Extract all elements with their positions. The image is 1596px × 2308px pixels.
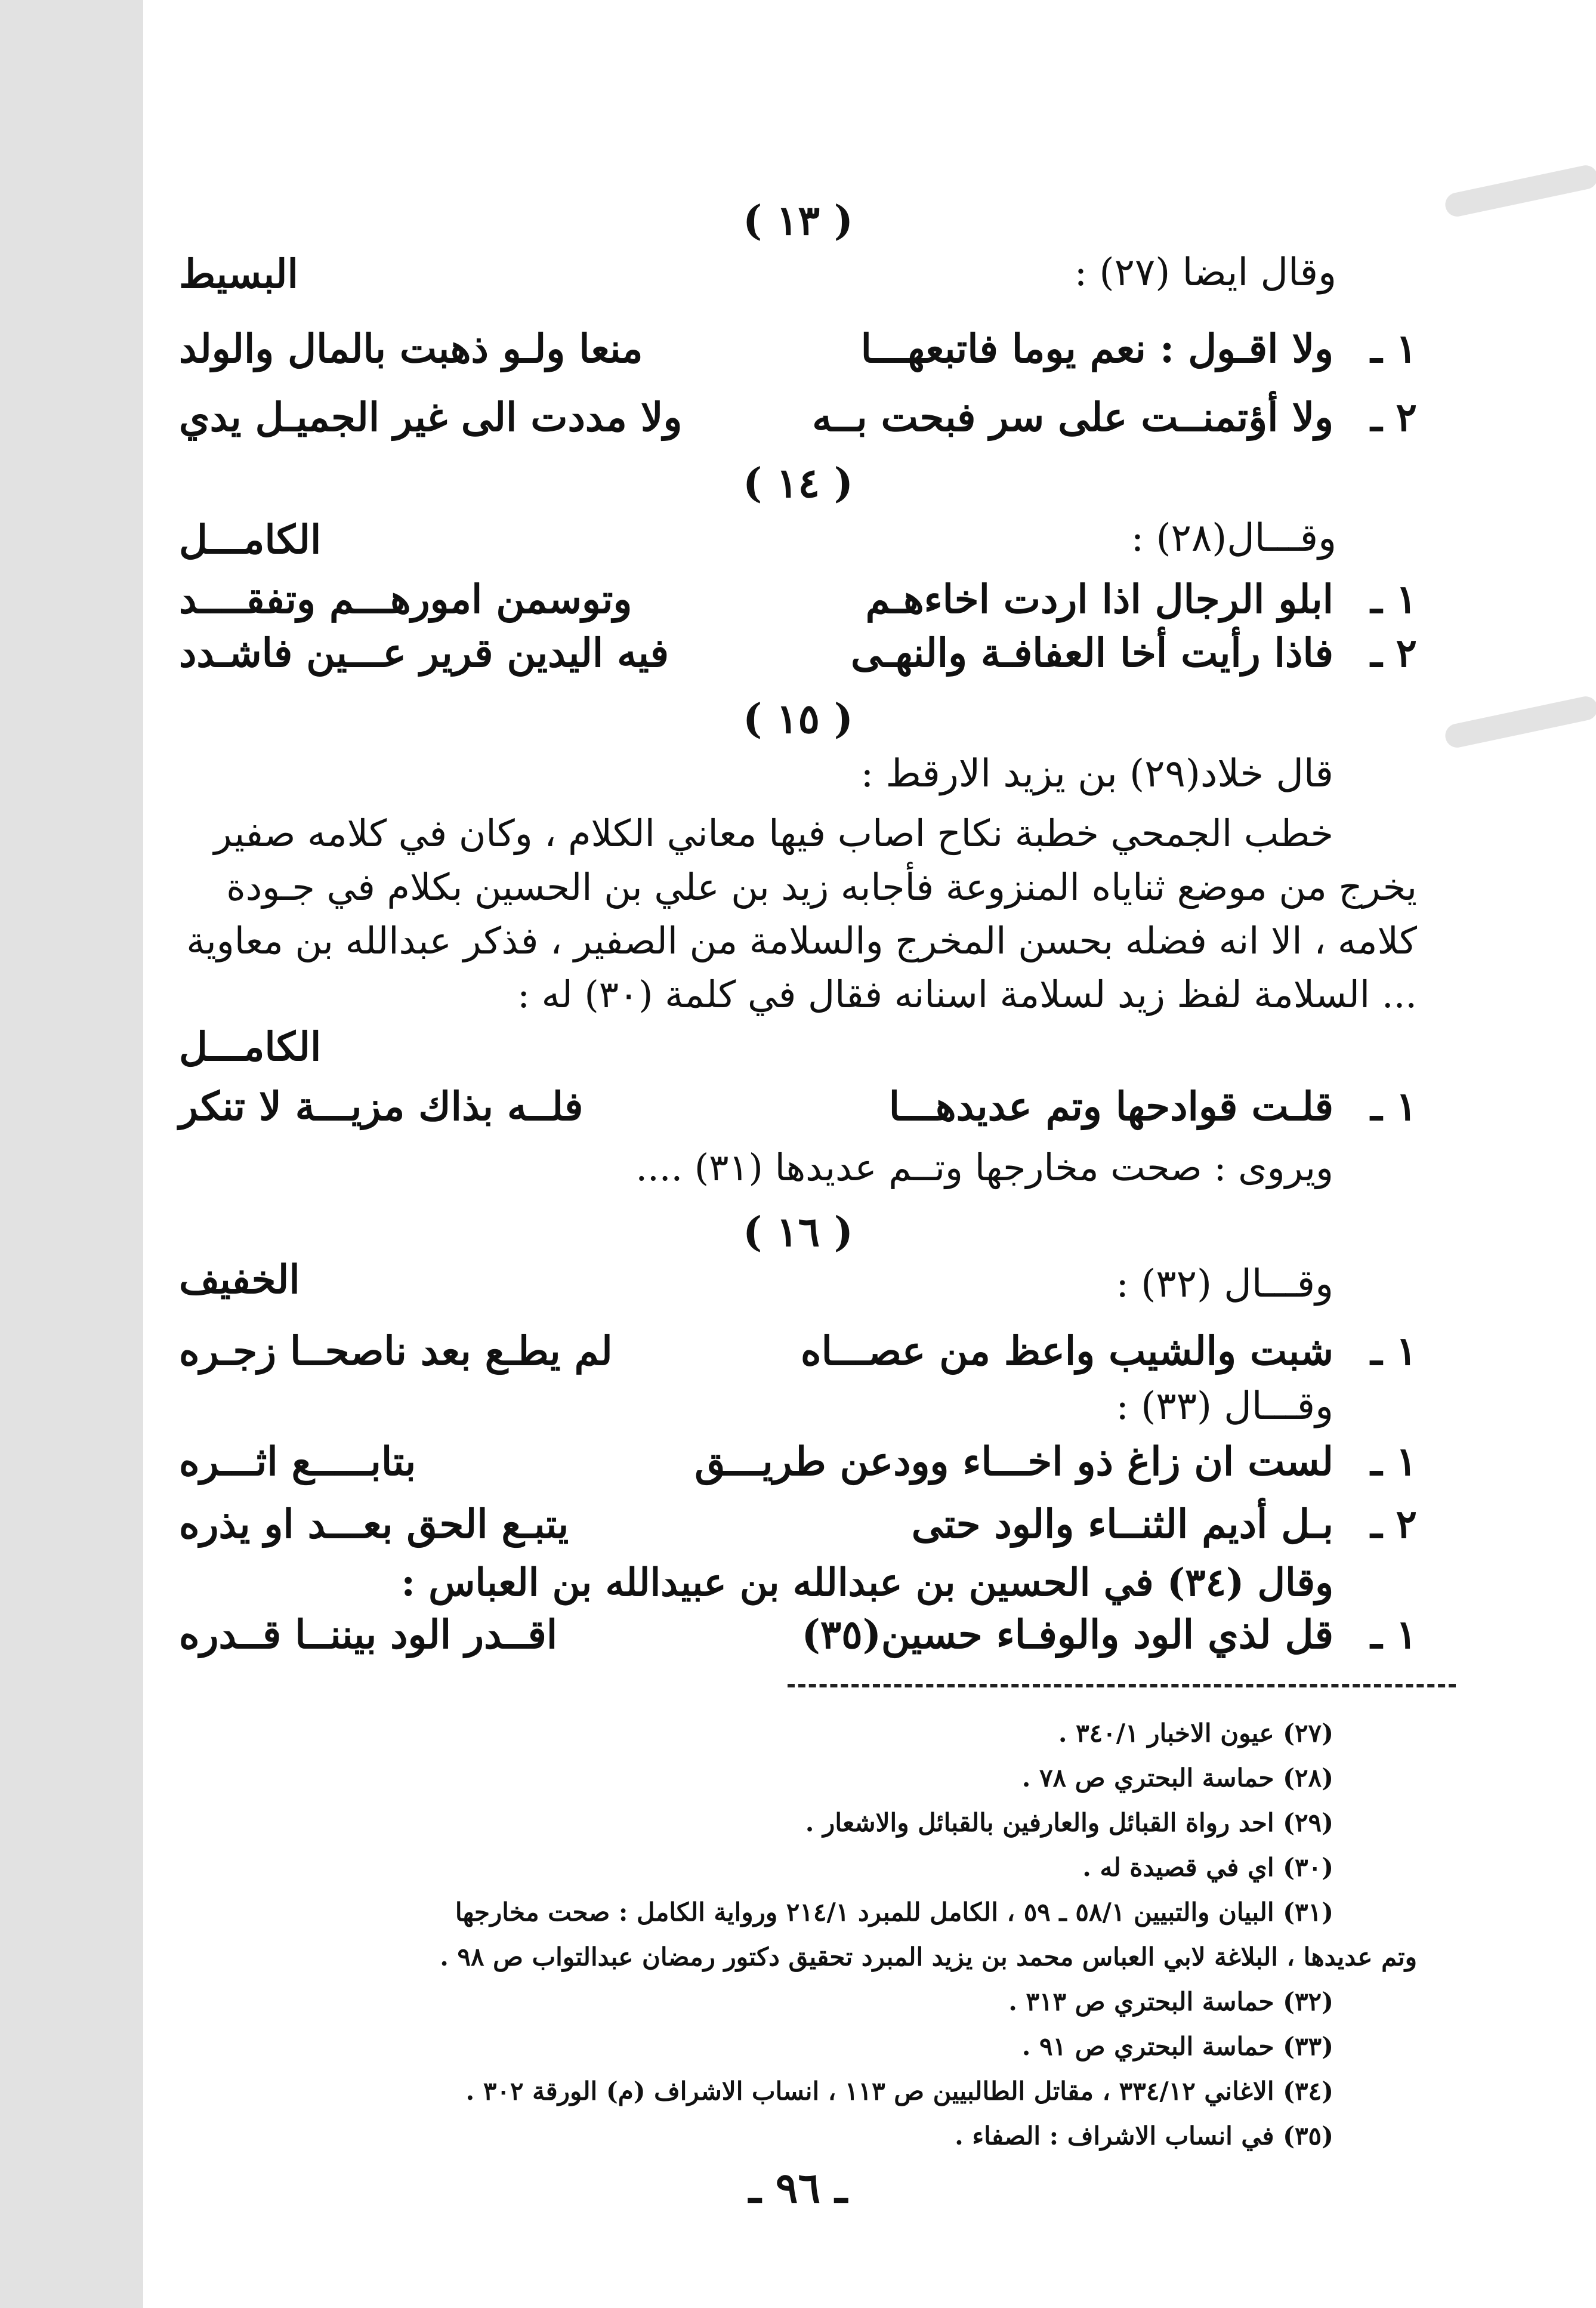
section-intro: وقال ايضا (٢٧) : <box>1074 251 1336 295</box>
verse-hemistich-second: وتوسمن امورهـــم وتفقــــد <box>179 576 632 622</box>
verse-hemistich-first: فاذا رأيت أخا العفافـة والنهـى <box>851 630 1333 676</box>
footnote: (٣١) البيان والتبيين ٥٨/١ ـ ٥٩ ، الكامل للمبرد ٢١٤/١ ورواية الكامل : صحت مخارجها <box>455 1897 1333 1927</box>
section-intro: وقـــال (٣٣) : <box>1116 1384 1333 1428</box>
verse-number: ١ ـ <box>1370 1328 1417 1374</box>
verse-hemistich-second: بتابـــــع اثـــره <box>179 1438 416 1485</box>
footnote: (٣٢) حماسة البحتري ص ٣١٣ . <box>1008 1987 1333 2016</box>
verse-hemistich-first: بـل أديم الثنــاء والود حتى <box>911 1501 1333 1547</box>
section-heading-14: ( ١٤ ) <box>743 459 853 507</box>
footnote: (٣٠) اي في قصيدة له . <box>1082 1853 1333 1882</box>
section-intro: وقال (٣٤) في الحسين بن عبدالله بن عبيدالله بن العباس : <box>401 1560 1333 1605</box>
section-heading-15: ( ١٥ ) <box>743 695 853 743</box>
verse-number: ٢ ـ <box>1370 1501 1417 1547</box>
prose-line: يخرج من موضع ثناياه المنزوعة فأجابه زيد بن علي بن الحسين بكلام في جـودة <box>226 865 1417 909</box>
verse-hemistich-first: قل لذي الود والوفـاء حسين(٣٥) <box>801 1611 1333 1658</box>
section-intro: وقـــال (٣٢) : <box>1116 1262 1333 1306</box>
footnote: (٣٤) الاغاني ٣٣٤/١٢ ، مقاتل الطالبيين ص ١١٣ ، انساب الاشراف (م) الورقة ٣٠٢ . <box>465 2076 1333 2106</box>
prose-line: خطب الجمحي خطبة نكاح اصاب فيها معاني الكلام ، وكان في كلامه صفير <box>214 811 1333 855</box>
verse-number: ٢ ـ <box>1370 394 1417 440</box>
verse-hemistich-second: فيه اليدين قرير عـــين فاشـدد <box>179 630 669 676</box>
variant-reading: ويروى : صحت مخارجها وتــم عديدها (٣١) .... <box>635 1146 1333 1189</box>
meter-name: البسيط <box>179 251 298 297</box>
verse-number: ١ ـ <box>1370 325 1417 372</box>
footnote: (٢٩) احد رواة القبائل والعارفين بالقبائل والاشعار . <box>805 1808 1333 1837</box>
page-number: ـ ٩٦ ـ <box>749 2163 847 2213</box>
meter-name: الكامـــل <box>179 516 322 563</box>
footnote-separator <box>788 1684 1456 1687</box>
footnote: وتم عديدها ، البلاغة لابي العباس محمد بن يزيد المبرد تحقيق دكتور رمضان عبدالتواب ص ٩٨ . <box>440 1942 1417 1971</box>
section-heading-13: ( ١٣ ) <box>743 197 853 245</box>
verse-hemistich-second: ولا مددت الى غير الجميـل يدي <box>179 394 683 440</box>
verse-number: ١ ـ <box>1370 1611 1417 1658</box>
verse-hemistich-second: يتبـع الحق بعـــد او يذره <box>179 1501 569 1547</box>
verse-number: ١ ـ <box>1370 1438 1417 1485</box>
verse-hemistich-second: فلــه بذاك مزيـــة لا تنكر <box>179 1083 584 1130</box>
verse-hemistich-second: اقــدر الود بيننــا قــدره <box>179 1611 558 1658</box>
verse-hemistich-first: ولا اقـول : نعم يوما فاتبعهـــا <box>860 325 1333 372</box>
prose-line: ... السلامة لفظ زيد لسلامة اسنانه فقال في كلمة (٣٠) له : <box>517 973 1417 1016</box>
verse-hemistich-second: لم يطـع بعد ناصحــا زجـره <box>179 1328 613 1374</box>
verse-hemistich-second: منعا ولـو ذهبت بالمال والولد <box>179 325 643 372</box>
section-intro: قال خلاد(٢٩) بن يزيد الارقط : <box>860 752 1333 796</box>
verse-hemistich-first: ابلو الرجال اذا اردت اخاءهـم <box>865 576 1333 622</box>
verse-number: ١ ـ <box>1370 1083 1417 1130</box>
footnote: (٣٣) حماسة البحتري ص ٩١ . <box>1021 2032 1333 2061</box>
meter-name: الخفيف <box>179 1256 300 1303</box>
verse-hemistich-first: ولا أؤتمنــت على سر فبحت بــه <box>812 394 1333 440</box>
verse-hemistich-first: لست ان زاغ ذو اخـــاء وودعن طريـــق <box>694 1438 1333 1485</box>
footnote: (٢٧) عيون الاخبار ٣٤٠/١ . <box>1058 1718 1333 1748</box>
footnote: (٢٨) حماسة البحتري ص ٧٨ . <box>1021 1763 1333 1792</box>
verse-number: ٢ ـ <box>1370 630 1417 676</box>
footnote: (٣٥) في انساب الاشراف : الصفاء . <box>955 2121 1333 2150</box>
meter-name: الكامـــل <box>179 1023 322 1070</box>
section-intro: وقـــال(٢٨) : <box>1131 516 1336 560</box>
prose-line: كلامه ، الا انه فضله بحسن المخرج والسلامة من الصفير ، فذكر عبدالله بن معاوية <box>186 919 1417 962</box>
verse-number: ١ ـ <box>1370 576 1417 622</box>
verse-hemistich-first: قلـت قوادحها وتم عديدهـــا <box>888 1083 1333 1130</box>
verse-hemistich-first: شبت والشيب واعظ من عصـــاه <box>801 1328 1333 1374</box>
section-heading-16: ( ١٦ ) <box>743 1208 853 1256</box>
